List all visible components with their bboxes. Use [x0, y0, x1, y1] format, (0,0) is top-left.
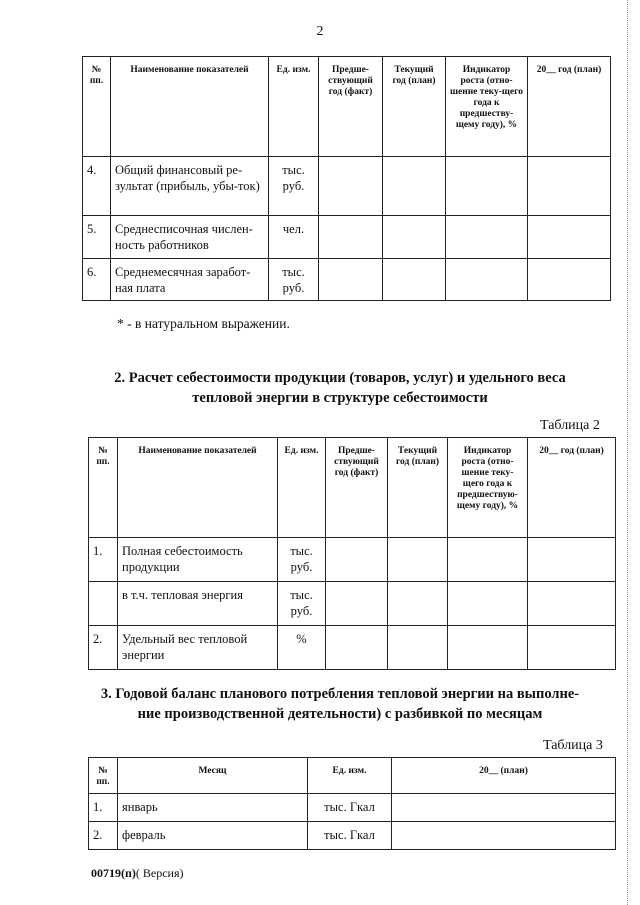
- row-month: январь: [118, 794, 308, 822]
- col-current-year-header: Текущий год (план): [388, 438, 448, 538]
- row-num: 6.: [83, 259, 111, 301]
- row-num: 1.: [89, 794, 118, 822]
- row-name: Среднесписочная числен-ность работников: [111, 216, 269, 259]
- section-2-heading-line1: 2. Расчет себестоимости продукции (товаров, услуг) и удельного веса: [114, 370, 566, 386]
- row-num: [89, 582, 118, 626]
- col-num-header: № пп.: [89, 438, 118, 538]
- col-prev-year-header: Предше-ствующий год (факт): [326, 438, 388, 538]
- col-growth-header: Индикатор роста (отно-шение теку-щего года к предшеству-щему году), %: [446, 57, 528, 157]
- cost-table: [88, 437, 616, 670]
- row-name: Удельный вес тепловой энергии: [118, 626, 278, 670]
- table-row: [83, 216, 611, 259]
- table-header-row: [89, 758, 616, 794]
- col-plan-header: 20__ год (план): [528, 438, 616, 538]
- row-num: 2.: [89, 626, 118, 670]
- row-unit: тыс. руб.: [269, 157, 319, 216]
- col-name-header: Наименование показателей: [118, 438, 278, 538]
- col-current-year-header: Текущий год (план): [383, 57, 446, 157]
- section-3-heading-line2: ние производственной деятельности) с разбивкой по месяцам: [137, 706, 543, 722]
- table-row: [83, 157, 611, 216]
- table-header-row: [89, 438, 616, 538]
- row-unit: тыс. руб.: [278, 582, 326, 626]
- row-unit: чел.: [269, 216, 319, 259]
- page-number: 2: [316, 24, 324, 39]
- form-code: 00719(п): [91, 866, 136, 880]
- col-plan-header: 20__ (план): [392, 758, 616, 794]
- row-unit: тыс. Гкал: [308, 794, 392, 822]
- balance-table: [88, 757, 616, 850]
- footer: [91, 866, 184, 881]
- col-prev-year-header: Предше-ствующий год (факт): [319, 57, 383, 157]
- row-name: Общий финансовый ре-зультат (прибыль, убы-ток): [111, 157, 269, 216]
- section-2-heading-line2: тепловой энергии в структуре себестоимости: [192, 390, 488, 406]
- table-row: [89, 582, 616, 626]
- col-month-header: Месяц: [118, 758, 308, 794]
- col-unit-header: Ед. изм.: [308, 758, 392, 794]
- col-growth-header: Индикатор роста (отно-шение теку-щего года к предшествую-щему году), %: [448, 438, 528, 538]
- row-unit: тыс. руб.: [278, 538, 326, 582]
- table-3-caption: Таблица 3: [543, 738, 603, 753]
- row-unit: тыс. Гкал: [308, 822, 392, 850]
- section-3-heading-line1: 3. Годовой баланс планового потребления тепловой энергии на выполне-: [100, 686, 580, 702]
- version-label: ( Версия): [135, 866, 184, 880]
- indicators-table: [82, 56, 611, 301]
- table-header-row: [83, 57, 611, 157]
- table-row: [83, 259, 611, 301]
- row-unit: тыс. руб.: [269, 259, 319, 301]
- row-name: в т.ч. тепловая энергия: [118, 582, 278, 626]
- col-name-header: Наименование показателей: [111, 57, 269, 157]
- table-row: [89, 626, 616, 670]
- row-num: 5.: [83, 216, 111, 259]
- table-row: [89, 794, 616, 822]
- section-3-heading: [60, 684, 620, 724]
- table-2-caption: Таблица 2: [540, 418, 600, 433]
- table-row: [89, 822, 616, 850]
- col-unit-header: Ед. изм.: [269, 57, 319, 157]
- row-num: 1.: [89, 538, 118, 582]
- margin-line: [627, 0, 628, 905]
- row-num: 2.: [89, 822, 118, 850]
- row-unit: %: [278, 626, 326, 670]
- row-name: Полная себестоимость продукции: [118, 538, 278, 582]
- col-plan-header: 20__ год (план): [528, 57, 611, 157]
- col-unit-header: Ед. изм.: [278, 438, 326, 538]
- col-num-header: № пп.: [83, 57, 111, 157]
- row-num: 4.: [83, 157, 111, 216]
- row-name: Среднемесячная заработ-ная плата: [111, 259, 269, 301]
- col-num-header: № пп.: [89, 758, 118, 794]
- footnote: * - в натуральном выражении.: [117, 316, 290, 331]
- row-month: февраль: [118, 822, 308, 850]
- table-row: [89, 538, 616, 582]
- section-2-heading: [60, 368, 620, 408]
